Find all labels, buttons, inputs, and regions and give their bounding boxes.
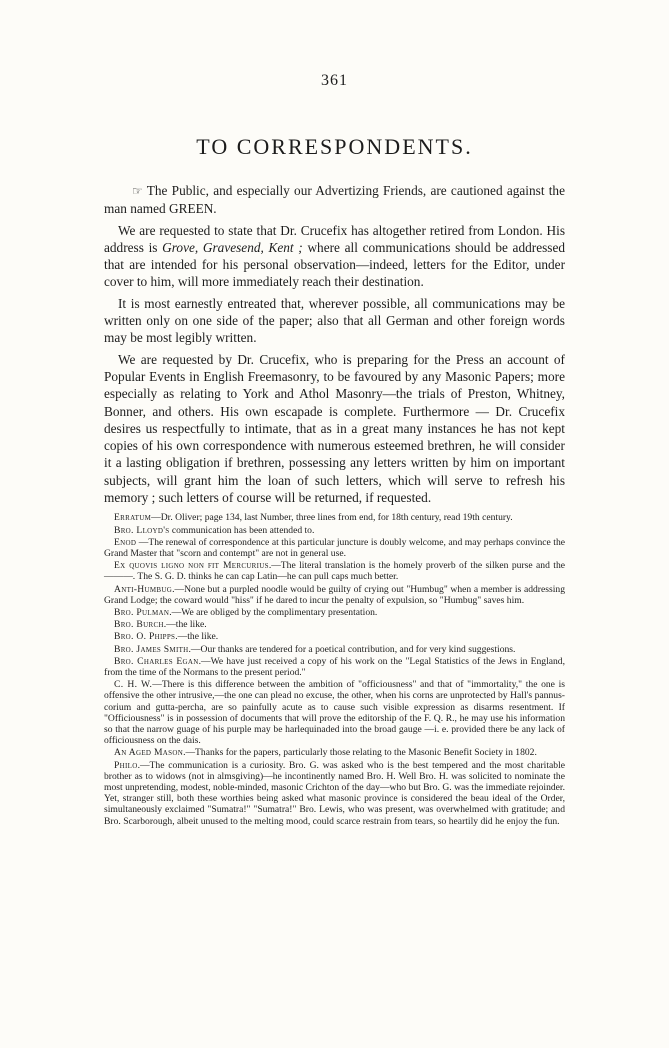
correspondent-name: Erratum xyxy=(114,512,152,524)
notice-papers: We are requested by Dr. Crucefix, who is preparing for the Press an account of Popular Events in English Freemasonry, to be favoured by any Masonic Papers; more especially as relating to York and Athol Masonry—the trials of Preston, Whitney, Bonner, and others. His own escapade is complete. Furthermore — Dr. Crucefix desires us respectfully to intimate, that as in a great many instances he has not kept copies of his own correspondence with numerous esteemed brethren, he will consider it a lasting obligation if brethren, possessing any letters written by him on important subjects, will grant him the loan of such letters, which will serve to refresh his memory ; such letters of course will be returned, if requested. xyxy=(104,351,565,506)
notice-address: We are requested to state that Dr. Crucefix has altogether retired from London. His address is Grove, Gravesend, Kent ; where all communications should be addressed that are intended for his personal observation—indeed, letters for the Editor, under cover to him, will more immediately reach their destination. xyxy=(104,222,565,290)
correspondent-name: Bro. Pulman xyxy=(114,606,170,618)
address-text: Grove, Gravesend, Kent ; xyxy=(162,239,303,255)
correspondent-reply: .—None but a purpled noodle would be guilty of crying out "Humbug" when a member is addressing Grand Lodge; the coward would "hiss" if he dared to incur the penalty of expulsion, so "Humbug" saves him. xyxy=(104,583,565,606)
correspondent-name: Ex quovis ligno non fit Mercurius xyxy=(114,560,269,572)
correspondent-note xyxy=(104,607,565,618)
correspondent-note xyxy=(104,656,565,678)
correspondent-name: Bro. James Smith xyxy=(114,643,189,655)
correspondent-name: Bro. Lloyd's xyxy=(114,524,170,536)
correspondent-reply: .—The communication is a curiosity. Bro. G. was asked who is the best tempered and the most charitable brother as to widows (not in almsgiving)—he incontinently named Bro. H. Well Bro. H. was solicited to nominate the most unpretending, modest, noble-minded, masonic Crichton of the day—who but Bro. G. was the immediate rejoinder. Yet, stranger still, both these worthies being asked what masonic province is considered the beau ideal of the Order, simultaneously exclaimed "Sumatra!" "Sumatra!" Bro. Lewis, who was present, was overwhelmed with gratitude; and Bro. Scarborough, albeit unused to the melting mood, could scarce restrain from tears, so heartily did he enjoy the fun. xyxy=(104,759,565,827)
correspondent-note xyxy=(104,644,565,655)
correspondent-reply: .—Thanks for the papers, particularly those relating to the Masonic Benefit Society in 1802. xyxy=(183,747,537,759)
correspondent-note xyxy=(104,525,565,536)
correspondent-note xyxy=(104,537,565,559)
correspondent-name: C. H. W. xyxy=(114,679,153,691)
correspondent-note xyxy=(104,747,565,758)
page-number: 361 xyxy=(321,72,348,89)
correspondent-reply: .—We are obliged by the complimentary presentation. xyxy=(169,606,378,618)
correspondent-reply: —The renewal of correspondence at this particular juncture is doubly welcome, and may perhaps convince the Grand Master that "scorn and contempt" are not in general use. xyxy=(104,536,565,559)
correspondent-note xyxy=(104,631,565,642)
correspondent-reply: .—We have just received a copy of his work on the "Legal Statistics of the Jews in England, from the time of the Normans to the present period." xyxy=(104,655,565,678)
notice-advertizing: ☞ The Public, and especially our Advertizing Friends, are cautioned against the man named GREEN. xyxy=(104,183,565,217)
correspondent-name: Philo xyxy=(114,759,138,771)
notice-writing: It is most earnestly entreated that, wherever possible, all communications may be written only on one side of the paper; also that all German and other foreign words may be most legibly written. xyxy=(104,295,565,346)
correspondent-name: An Aged Mason xyxy=(114,747,184,759)
correspondent-reply: —There is this difference between the ambition of "officiousness" and that of "immortality," the one is offensive the other intrusive,—the one can plead no excuse, the other, when his corns are unprotected by Hall's pannus-corium and gutta-percha, are so painfully acute as to cause such visible expression as disarms resentment. If "Officiousness" is in possession of documents that will prove the editorship of the F. Q. R., he may use his information so that the narrow guage of his purple may be harlequinaded into the broad gauge —i. e. provided there be any lack of officiousness on the dais. xyxy=(104,679,565,747)
correspondent-name: Bro. Burch xyxy=(114,619,164,631)
correspondent-reply: —Dr. Oliver; page 134, last Number, three lines from end, for 18th century, read 19th century. xyxy=(151,512,513,524)
correspondent-note xyxy=(104,560,565,582)
correspondent-list xyxy=(104,512,565,826)
correspondent-reply: .—the like. xyxy=(175,631,219,643)
correspondent-reply: .—The literal translation is the homely proverb of the silken purse and the ———. The S. G. D. thinks he can cap Latin—he can pull caps much better. xyxy=(104,560,565,583)
correspondent-note xyxy=(104,512,565,523)
correspondent-name: Bro. Charles Egan xyxy=(114,655,199,667)
correspondent-reply: communication has been attended to. xyxy=(169,524,315,536)
correspondent-reply: .—Our thanks are tendered for a poetical contribution, and for very kind suggestions. xyxy=(188,643,516,655)
correspondent-reply: .—the like. xyxy=(163,619,207,631)
correspondent-note xyxy=(104,679,565,746)
correspondent-name: Enod xyxy=(114,536,137,548)
correspondent-note xyxy=(104,584,565,606)
pointing-hand-icon: ☞ xyxy=(132,184,143,198)
correspondent-name: Bro. O. Phipps xyxy=(114,631,176,643)
correspondent-name: Anti-Humbug xyxy=(114,583,173,595)
correspondent-note xyxy=(104,619,565,630)
correspondent-note xyxy=(104,760,565,827)
page-title: TO CORRESPONDENTS. xyxy=(196,134,473,159)
